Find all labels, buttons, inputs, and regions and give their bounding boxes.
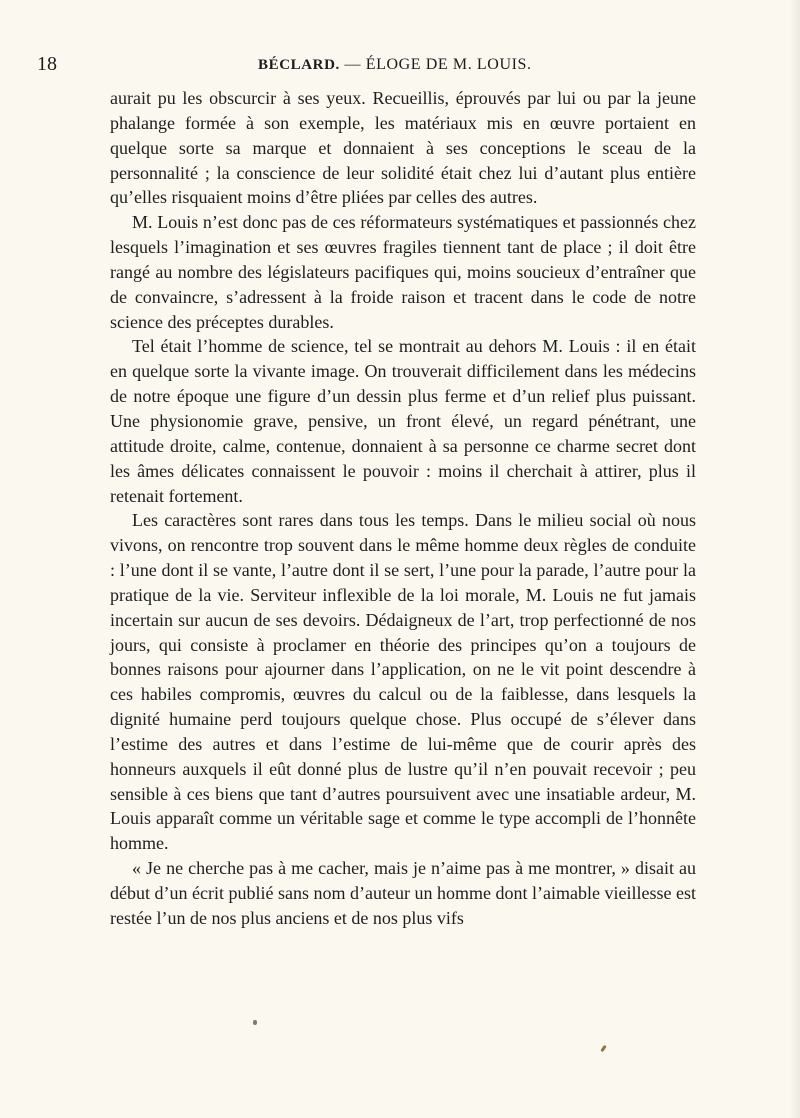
page-number: 18 xyxy=(37,53,57,75)
header-title: ÉLOGE DE M. LOUIS. xyxy=(365,56,532,73)
paragraph-3: Tel était l’homme de science, tel se montrait au dehors M. Louis : il en était en quelque sorte la vivante image. On trouverait difficilement dans les médecins de notre époque une figure d’un dessin plus ferme et d’un relief plus puissant. Une physionomie grave, pensive, un front élevé, un regard pénétrant, une attitude droite, calme, contenue, donnaient à sa personne ce charme secret dont les âmes délicates connaissent le pouvoir : moins il cherchait à attirer, plus il retenait fortement. xyxy=(110,336,696,506)
page-edge-shadow xyxy=(790,0,800,1118)
header-author: BÉCLARD. xyxy=(258,57,340,73)
running-header xyxy=(0,52,800,82)
paragraph-1: aurait pu les obscurcir à ses yeux. Recueillis, éprouvés par lui ou par la jeune phalange formée à son exemple, les matériaux mis en œuvre portaient en quelque sorte sa marque et donnaient à ses conceptions le sceau de la personnalité ; la conscience de leur solidité était chez lui d’autant plus entière qu’elles risquaient moins d’être pliées par celles des autres. xyxy=(110,88,696,208)
body-text xyxy=(110,86,696,931)
paper-speck xyxy=(253,1020,257,1025)
header-separator: — xyxy=(344,56,362,73)
running-head-title xyxy=(258,56,532,74)
paragraph-2: M. Louis n’est donc pas de ces réformateurs systématiques et passionnés chez lesquels l’imagination et ses œuvres fragiles tiennent tant de place ; il doit être rangé au nombre des législateurs pacifiques qui, moins soucieux d’entraîner que de convaincre, s’adressent à la froide raison et tracent dans le code de notre science des préceptes durables. xyxy=(110,212,696,332)
paper-speck xyxy=(600,1045,606,1052)
paragraph-5: « Je ne cherche pas à me cacher, mais je n’aime pas à me montrer, » disait au début d’un écrit publié sans nom d’auteur un homme dont l’aimable vieillesse est restée l’un de nos plus anciens et de nos plus vifs xyxy=(110,858,696,928)
paragraph-4: Les caractères sont rares dans tous les temps. Dans le milieu social où nous vivons, on rencontre trop souvent dans le même homme deux règles de conduite : l’une dont il se vante, l’autre dont il se sert, l’une pour la parade, l’autre pour la pratique de la vie. Serviteur inflexible de la loi morale, M. Louis ne fut jamais incertain sur aucun de ses devoirs. Dédaigneux de l’art, trop perfectionné de nos jours, qui consiste à proclamer en théorie des principes qu’on a toujours de bonnes raisons pour ajourner dans l’application, on ne le vit point descendre à ces habiles compromis, œuvres du calcul ou de la faiblesse, dans lesquels la dignité humaine perd toujours quelque chose. Plus occupé de s’élever dans l’estime des autres et dans l’estime de lui-même que de courir après des honneurs auxquels il eût donné plus de lustre qu’il n’en pouvait recevoir ; peu sensible à ces biens que tant d’autres poursuivent avec une insatiable ardeur, M. Louis apparaît comme un véritable sage et comme le type accompli de l’honnête homme. xyxy=(110,510,696,854)
